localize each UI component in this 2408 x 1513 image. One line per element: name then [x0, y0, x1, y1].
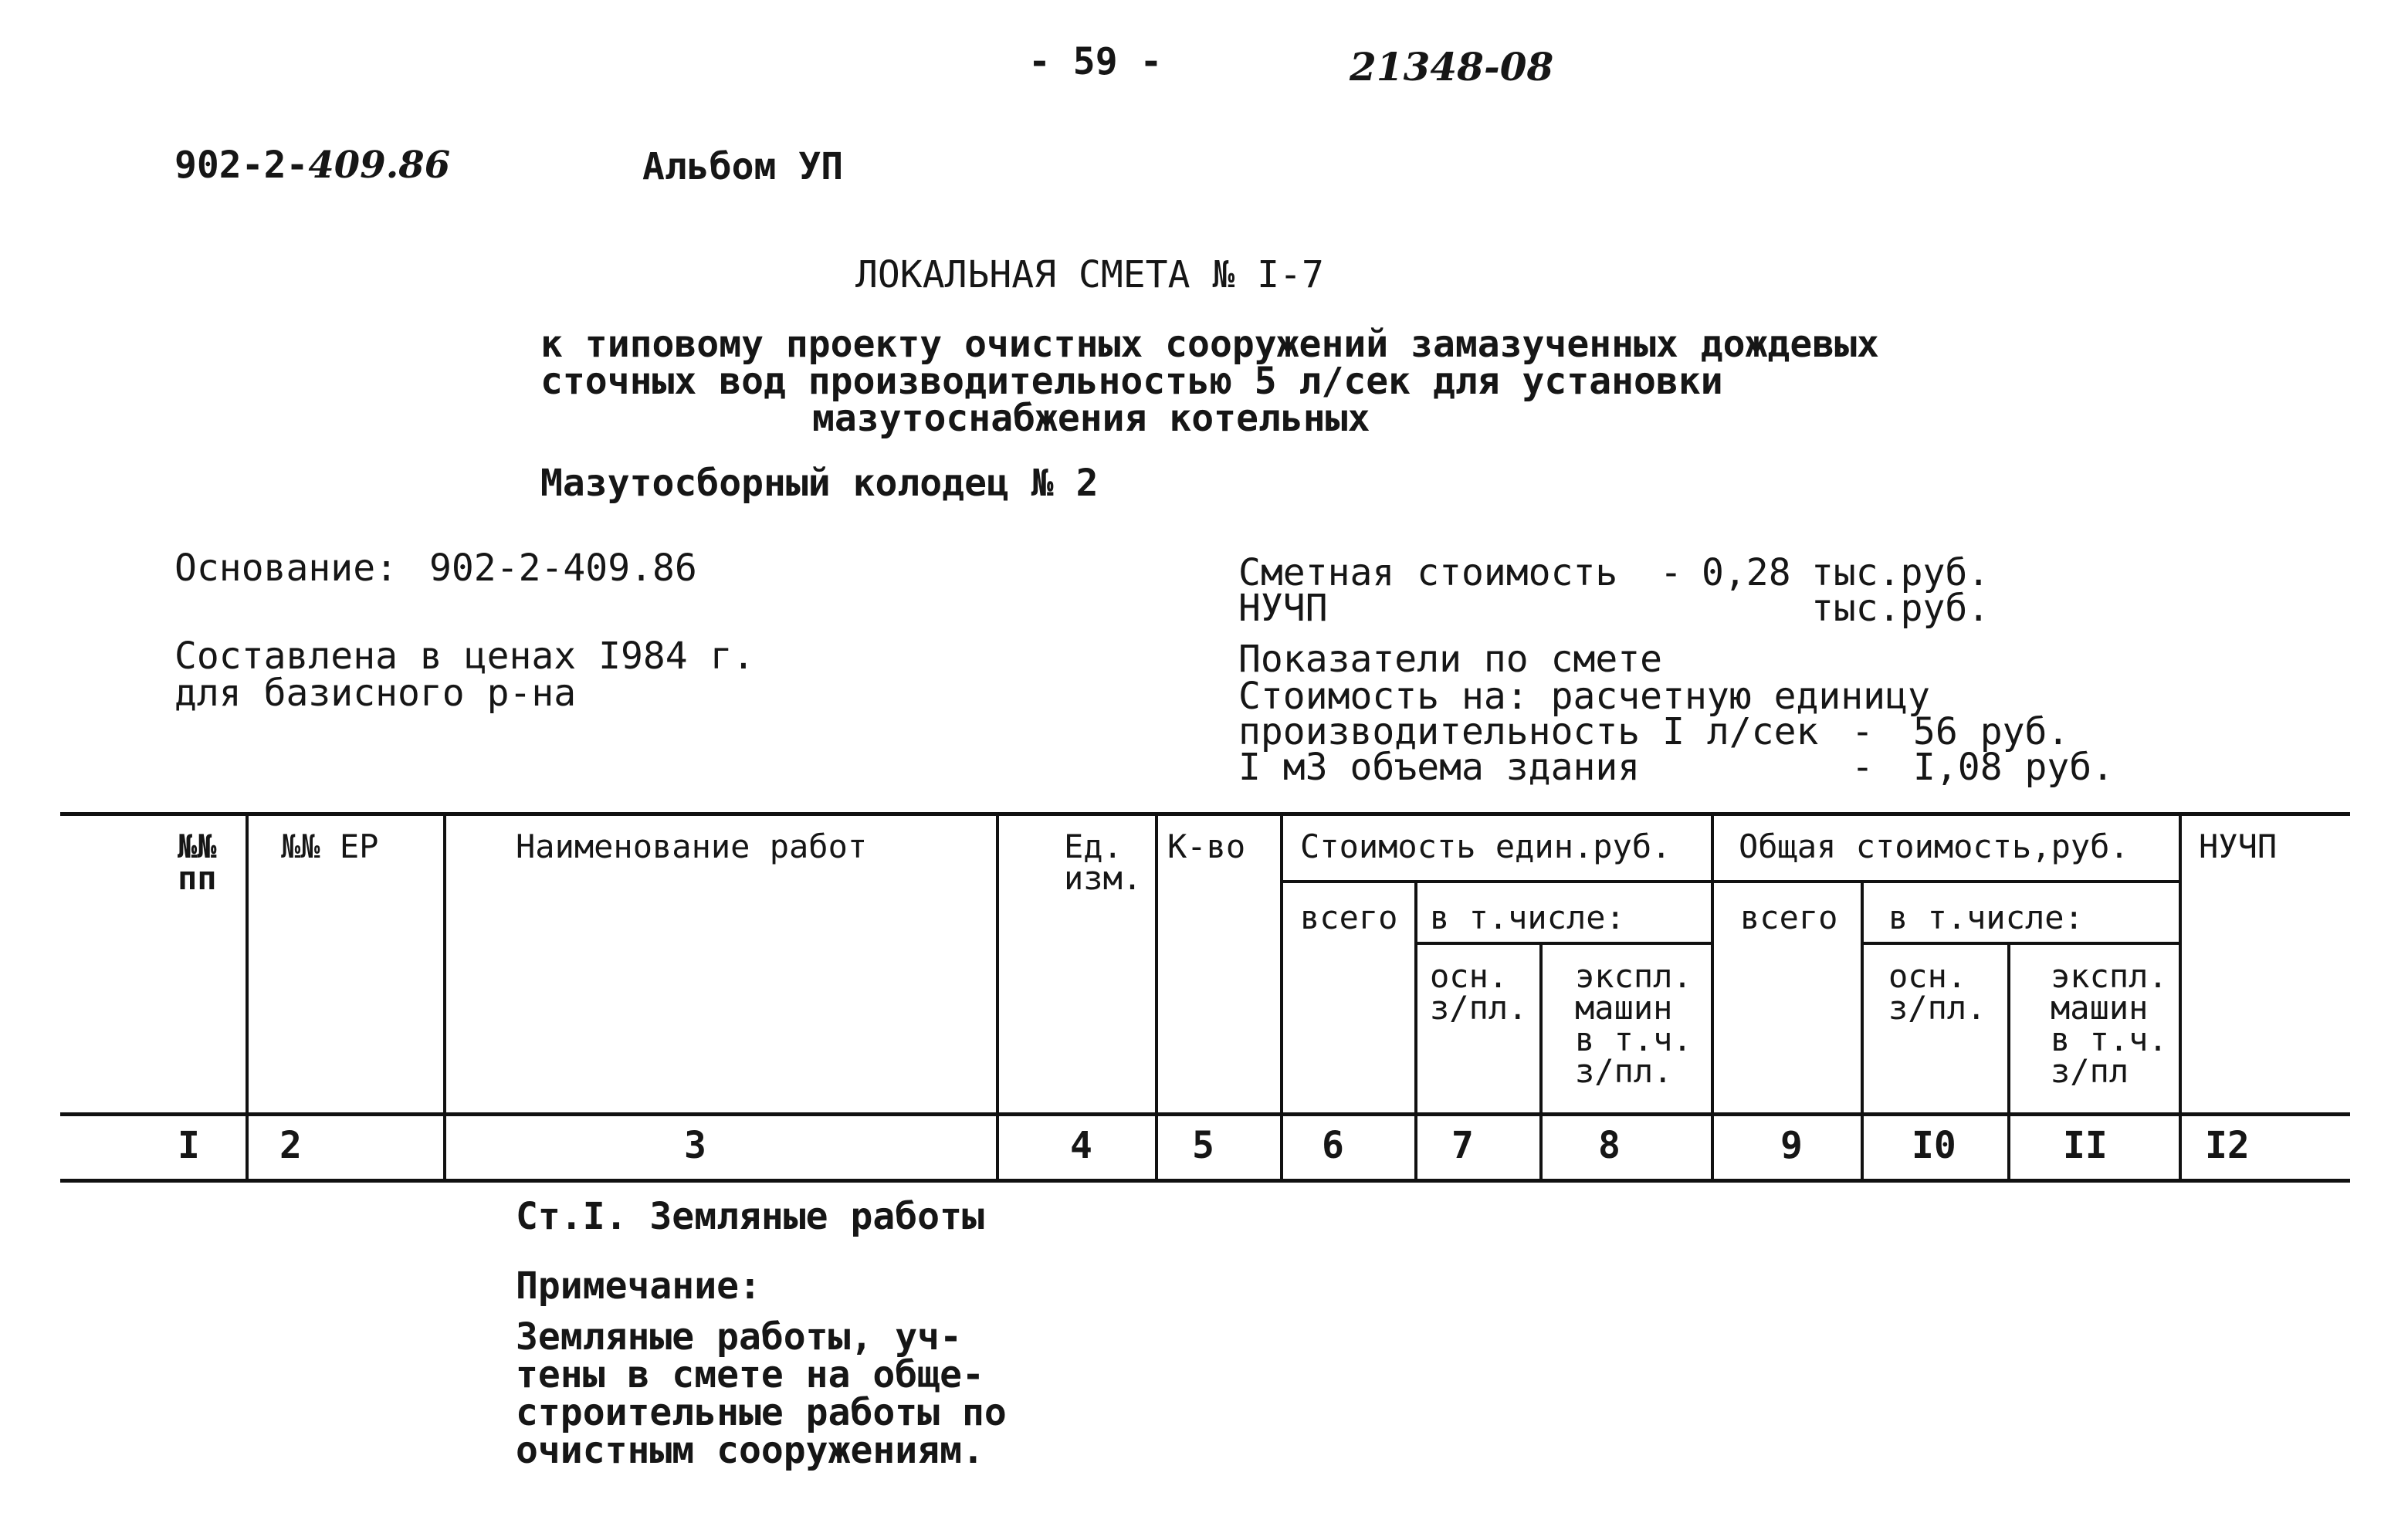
note-text: [516, 1315, 1007, 1472]
volume-dash: -: [1851, 746, 1874, 789]
price-basis: [174, 635, 755, 715]
col-divider: [1711, 812, 1714, 1183]
header-total-including: в т.числе:: [1888, 899, 2084, 936]
header-line: осн.: [1888, 957, 1967, 995]
header-nuchp: НУЧП: [2199, 828, 2278, 865]
table-top-rule: [60, 812, 2350, 816]
header-line: з/пл: [2051, 1052, 2129, 1091]
document-code: 21348-08: [1350, 44, 1554, 90]
page-number: - 59 -: [1028, 40, 1163, 83]
header-line: машин: [1575, 989, 1673, 1027]
column-number: II: [2063, 1124, 2108, 1167]
col-divider: [2179, 812, 2182, 1183]
estimate-cost-unit: тыс.руб.: [1811, 551, 1990, 594]
col-divider: [246, 812, 249, 1183]
header-line: пп: [178, 859, 217, 898]
header-quantity: К-во: [1167, 828, 1246, 865]
col-divider: [1414, 880, 1417, 1183]
col-divider: [2007, 942, 2010, 1183]
price-basis-line: Составлена в ценах I984 г.: [174, 635, 755, 678]
note-line: Земляные работы, уч-: [516, 1315, 962, 1359]
cost-per-unit-label: Стоимость на: расчетную единицу: [1238, 675, 1930, 718]
header-total-total: всего: [1740, 899, 1838, 936]
total-incl-subrule: [1862, 942, 2180, 945]
header-unit-including: в т.числе:: [1430, 899, 1625, 936]
column-number: I0: [1912, 1124, 1956, 1167]
section-title: Ст.I. Земляные работы: [516, 1195, 984, 1238]
note-line: очистным сооружениям.: [516, 1428, 984, 1472]
col-divider: [1861, 880, 1864, 1183]
header-total-machines: [2051, 957, 2168, 1091]
column-number: 6: [1322, 1124, 1344, 1167]
col-divider: [443, 812, 446, 1183]
note-line: тены в смете на обще-: [516, 1352, 984, 1396]
note-line: строительные работы по: [516, 1390, 1007, 1434]
header-unit-machines: [1575, 957, 1692, 1091]
header-line: экспл.: [1575, 957, 1692, 995]
header-unit-rate-number: №№ ЕР: [281, 828, 379, 865]
header-unit-base-pay: [1430, 957, 1528, 1027]
estimate-title: ЛОКАЛЬНАЯ СМЕТА № I-7: [855, 253, 1324, 296]
header-line: машин: [2051, 989, 2149, 1027]
header-line: осн.: [1430, 957, 1509, 995]
note-label: Примечание:: [516, 1264, 761, 1308]
header-total-cost-group: Общая стоимость,руб.: [1739, 828, 2129, 865]
header-unit: [1064, 828, 1143, 898]
column-number: 3: [684, 1124, 706, 1167]
project-code: [174, 144, 451, 187]
header-line: Ед.: [1064, 828, 1123, 865]
estimate-cost-dash: -: [1660, 551, 1682, 594]
header-line: в т.ч.: [2051, 1021, 2168, 1059]
header-row-number: [178, 828, 217, 898]
header-line: в т.ч.: [1575, 1021, 1692, 1059]
project-prefix: 902-2-: [174, 144, 309, 187]
nuchp-label: НУЧП: [1238, 587, 1328, 630]
basis-label: Основание:: [174, 547, 398, 590]
subtitle-line: сточных вод производительностью 5 л/сек для установки: [540, 360, 1723, 403]
col-divider: [996, 812, 999, 1183]
header-line: экспл.: [2051, 957, 2168, 995]
indicators-title: Показатели по смете: [1238, 638, 1663, 681]
unit-cost-subrule: [1282, 880, 1712, 883]
object-name: Мазутосборный колодец № 2: [540, 462, 1099, 505]
column-number: 8: [1598, 1124, 1621, 1167]
album-label: Альбом УП: [642, 145, 844, 188]
col-divider: [1155, 812, 1158, 1183]
header-unit-cost-group: Стоимость един.руб.: [1300, 828, 1671, 865]
productivity-value: 56 руб.: [1913, 710, 2070, 753]
project-number: 409.86: [308, 144, 451, 187]
subtitle-line: мазутоснабжения котельных: [812, 397, 1370, 440]
header-line: з/пл.: [1430, 989, 1528, 1027]
header-line: з/пл.: [1575, 1052, 1673, 1091]
col-divider: [1539, 942, 1543, 1183]
volume-value: I,08 руб.: [1913, 746, 2115, 789]
column-number: 7: [1451, 1124, 1474, 1167]
column-number: 9: [1780, 1124, 1803, 1167]
column-number: 2: [279, 1124, 302, 1167]
volume-label: I м3 объема здания: [1238, 746, 1641, 789]
total-cost-subrule: [1712, 880, 2180, 883]
header-work-name: Наименование работ: [516, 828, 868, 865]
unit-incl-subrule: [1417, 942, 1712, 945]
column-number: 5: [1192, 1124, 1214, 1167]
header-line: з/пл.: [1888, 989, 1986, 1027]
column-number: I: [178, 1124, 200, 1167]
estimate-cost-label: Сметная стоимость: [1238, 551, 1618, 594]
header-line: №№: [178, 828, 217, 865]
header-unit-total: всего: [1300, 899, 1398, 936]
header-line: изм.: [1064, 859, 1143, 898]
price-basis-line: для базисного р-на: [174, 672, 577, 715]
nuchp-unit: тыс.руб.: [1811, 587, 1990, 630]
estimate-cost-value: 0,28: [1702, 551, 1791, 594]
productivity-label: производительность I л/сек: [1238, 710, 1819, 753]
header-total-base-pay: [1888, 957, 1986, 1027]
productivity-dash: -: [1851, 710, 1874, 753]
estimate-subtitle: [540, 323, 1879, 440]
basis-value: 902-2-409.86: [429, 547, 697, 590]
column-number: I2: [2205, 1124, 2250, 1167]
col-divider: [1280, 812, 1283, 1183]
column-number: 4: [1070, 1124, 1092, 1167]
subtitle-line: к типовому проекту очистных сооружений замазученных дождевых: [540, 323, 1879, 366]
